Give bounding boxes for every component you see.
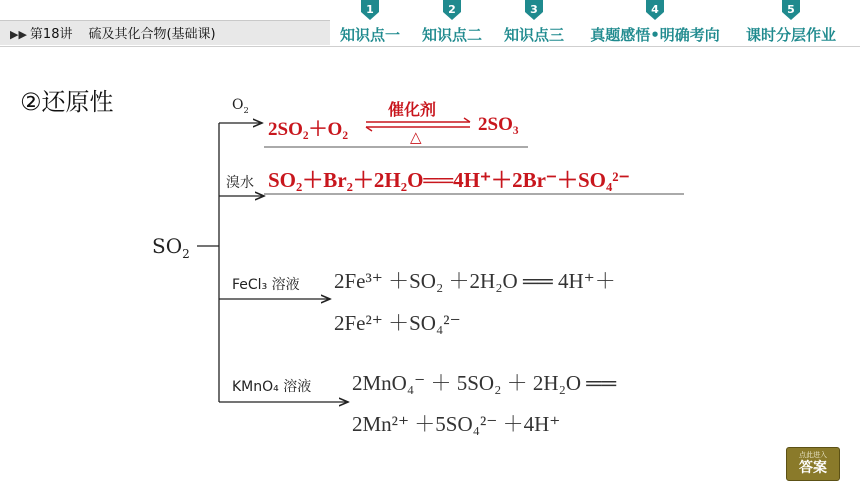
lesson-number: 第18讲 [29, 27, 73, 42]
reagent-fecl3-solution: FeCl₃ 溶液 [232, 277, 300, 293]
heat-condition: △ [410, 128, 422, 146]
equation-4-line-1: 2MnO₄⁻ ＋ 5SO₂ ＋ 2H₂O ══ [352, 371, 617, 395]
equation-3-line-1: 2Fe³⁺ ＋SO₂ ＋2H₂O ══ 4H⁺＋ [334, 269, 616, 293]
tab-knowledge-2[interactable]: 2 知识点二 [416, 0, 488, 46]
section-title: ②还原性 [20, 88, 114, 116]
equation-4-line-2: 2Mn²⁺ ＋5SO₄²⁻ ＋4H⁺ [352, 412, 561, 436]
reagent-kmno4-solution: KMnO₄ 溶液 [232, 379, 312, 395]
tab-number-badge-icon: 4 [644, 0, 666, 20]
reactant-so2: $SO_2$ [152, 234, 190, 261]
tab-exam-insight[interactable]: 4 真题感悟•明确考向 [580, 0, 730, 46]
tab-number-badge-icon: 3 [523, 0, 545, 20]
catalyst-label: 催化剂 [388, 100, 437, 119]
reagent-o2: $O_2$ [232, 97, 249, 115]
show-answer-button[interactable]: 点此进入 答案 [786, 447, 840, 481]
equation-3-line-2: 2Fe²⁺ ＋SO₄²⁻ [334, 311, 461, 335]
tab-number-badge-icon: 5 [780, 0, 802, 20]
tab-homework[interactable]: 5 课时分层作业 [738, 0, 844, 46]
tab-knowledge-3[interactable]: 3 知识点三 [498, 0, 570, 46]
equation-1-left: 2SO₂＋O₂ [268, 119, 349, 140]
tab-knowledge-1[interactable]: 1 知识点一 [334, 0, 406, 46]
equation-2: SO₂＋Br₂＋2H₂O══4H⁺＋2Br⁻＋SO₄²⁻ [268, 168, 630, 192]
tab-number-badge-icon: 2 [441, 0, 463, 20]
reagent-bromine-water: 溴水 [226, 175, 254, 191]
play-arrows-icon: ▶▶ [10, 28, 27, 41]
lesson-title: 硫及其化合物(基础课) [88, 27, 216, 42]
equation-1-right: 2SO₃ [478, 114, 519, 135]
tab-number-badge-icon: 1 [359, 0, 381, 20]
